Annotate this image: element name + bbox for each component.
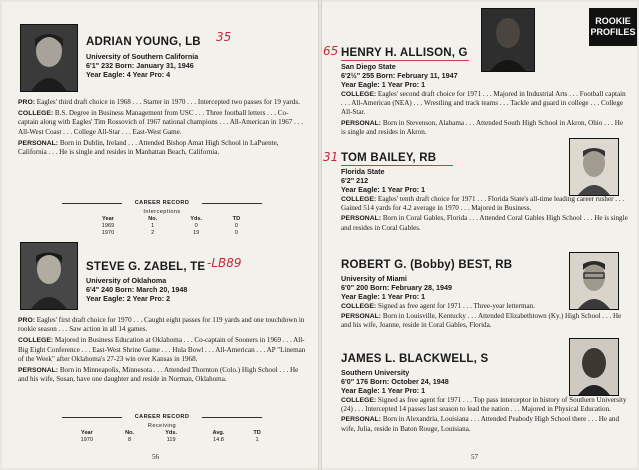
- player-photo-tom-bailey: [569, 138, 619, 196]
- col-header: TD: [253, 430, 261, 436]
- col-header: Yds.: [190, 216, 203, 222]
- page-number: 56: [152, 453, 159, 461]
- table-cell: 0: [234, 230, 238, 236]
- handwritten-number: 35: [216, 30, 232, 44]
- player-photo-adrian-young: [20, 24, 78, 92]
- college-text: Eagles' tenth draft choice for 1971 . . . Florida State's all-time leading career rusher . . . Gained 514 yards for 4.2 average in 1970 . . . Majored in Business.: [341, 195, 625, 213]
- table-header-row: [82, 216, 252, 223]
- player-years: Year Eagle: 1 Year Pro: 1: [341, 292, 426, 301]
- personal-text: Born in Louisville, Kentucky . . . Attended Elizabethtown (Ky.) High School . . . He and his wife, Joanne, reside in Coral Gables, Florida.: [341, 312, 622, 330]
- handwritten-number: 65: [323, 44, 339, 58]
- handwritten-number: -LB89: [207, 256, 242, 270]
- player-years: Year Eagle: 1 Year Pro: 1: [341, 80, 426, 89]
- page-number: 57: [471, 453, 478, 461]
- player-years: Year Eagle: 1 Year Pro: 1: [341, 386, 426, 395]
- player-photo-henry-allison: [481, 8, 535, 72]
- table-cell: 1: [255, 437, 259, 443]
- player-vitals: 6'0" 176 Born: October 24, 1948: [341, 377, 449, 386]
- college-label: COLLEGE:: [341, 397, 377, 404]
- college-text: Majored in Business Education at Oklahoma . . . Co-captain of Sooners in 1969 . . . All-Big Eight Conference . . . East-West Shrine Game . . . Hula Bowl . . . All-American . . . AP "Lineman of the Week" after Oklahoma's 27-23 win over Kansas in 1968.: [18, 336, 306, 363]
- table-cell: 1: [151, 223, 155, 229]
- book-gutter: [318, 0, 322, 470]
- player-years: Year Eagle: 1 Year Pro: 1: [341, 185, 426, 194]
- college-paragraph: [341, 396, 629, 414]
- player-college: Florida State: [341, 167, 385, 176]
- college-text: Signed as free agent for 1971 . . . Three-year letterman.: [377, 302, 535, 310]
- player-college: San Diego State: [341, 62, 396, 71]
- personal-label: PERSONAL:: [341, 215, 382, 223]
- career-record-title: CAREER RECORD: [122, 414, 202, 420]
- player-name: ADRIAN YOUNG, LB: [86, 36, 201, 48]
- table-cell: 1970: [80, 437, 94, 443]
- personal-paragraph: [341, 119, 629, 137]
- personal-label: PERSONAL:: [18, 139, 59, 147]
- personal-paragraph: [341, 214, 629, 232]
- career-record-table: [82, 216, 252, 237]
- personal-text: Born in Dublin, Ireland . . . Attended Bishop Amat High School in LaPuente, California . . . He is single and resides in Manhattan Beach, California.: [18, 138, 279, 157]
- personal-label: PERSONAL:: [18, 367, 59, 375]
- personal-text: Born in Alexandria, Louisiana . . . Attended Peabody High School there . . . He and wife, Julia, reside in Baton Rouge, Louisiana.: [341, 415, 620, 433]
- career-record-table: [62, 430, 272, 444]
- personal-text: Born in Coral Gables, Florida . . . Attended Coral Gables High School . . . He is single and resides in Coral Gables.: [341, 214, 628, 232]
- pro-paragraph: [18, 98, 308, 107]
- college-paragraph: [18, 109, 308, 137]
- table-cell: 1970: [101, 230, 115, 236]
- college-paragraph: [341, 195, 629, 213]
- college-text: Eagles' second draft choice for 1971 . . . Majored in Industrial Arts . . . Football captain . . . All-American (NEA) . . . Wrestling and track teams . . . Tackle and guard in college . . . College All-Star.: [341, 90, 626, 117]
- player-college: University of Oklahoma: [86, 276, 167, 285]
- player-vitals: 6'2½" 255 Born: February 11, 1947: [341, 71, 458, 80]
- college-paragraph: [341, 90, 629, 118]
- player-bio: [341, 195, 629, 233]
- table-cell: 2: [151, 230, 155, 236]
- handwritten-underline: [341, 60, 469, 61]
- college-label: COLLEGE:: [341, 303, 377, 310]
- player-college: University of Miami: [341, 274, 407, 283]
- player-college: University of Southern California: [86, 52, 199, 61]
- table-cell: 14.8: [213, 437, 224, 443]
- college-label: COLLEGE:: [18, 110, 54, 118]
- player-name: STEVE G. ZABEL, TE: [86, 261, 206, 273]
- table-row: [82, 230, 252, 237]
- player-name: ROBERT G. (Bobby) BEST, RB: [341, 259, 513, 271]
- personal-text: Born in Minneapolis, Minnesota . . . Attended Thornton (Colo.) High School . . . He and his wife, Susan, have one daughter and reside in Norman, Oklahoma.: [18, 366, 299, 384]
- table-row: [82, 223, 252, 230]
- player-bio: [18, 98, 308, 157]
- left-page: [2, 2, 320, 468]
- personal-paragraph: [18, 366, 308, 384]
- table-row: [62, 437, 272, 444]
- col-header: TD: [232, 216, 241, 222]
- college-label: COLLEGE:: [18, 337, 54, 345]
- personal-paragraph: [18, 139, 308, 157]
- player-years: Year Eagle: 4 Year Pro: 4: [86, 70, 171, 79]
- player-vitals: 6'2" 212: [341, 176, 369, 185]
- rookie-profiles-banner: [589, 8, 637, 46]
- player-bio: [341, 396, 629, 434]
- player-vitals: 6'1" 232 Born: January 31, 1946: [86, 61, 194, 70]
- player-bio: [18, 316, 308, 384]
- player-vitals: 6'4" 240 Born: March 20, 1948: [86, 285, 188, 294]
- pro-text: Eagles' third draft choice in 1968 . . . Starter in 1970 . . . Intercepted two passes for 19 yards.: [36, 98, 300, 106]
- player-bio: [341, 90, 629, 137]
- table-cell: 19: [193, 230, 200, 236]
- career-record-title: CAREER RECORD: [122, 200, 202, 206]
- personal-label: PERSONAL:: [341, 416, 382, 424]
- personal-paragraph: [341, 415, 629, 433]
- right-page: [321, 2, 637, 468]
- pro-label: PRO:: [18, 99, 35, 106]
- portrait-icon: [570, 339, 618, 395]
- player-name: TOM BAILEY, RB: [341, 152, 437, 164]
- player-college: Southern University: [341, 368, 410, 377]
- col-header: Avg.: [212, 430, 225, 436]
- col-header: No.: [125, 430, 135, 436]
- table-cell: 0: [194, 223, 198, 229]
- college-label: COLLEGE:: [341, 196, 377, 203]
- col-header: Year: [80, 430, 93, 436]
- col-header: Year: [102, 216, 114, 222]
- personal-text: Born in Stevenson, Alabama . . . Attended South High School in Akron, Ohio . . . He is single and resides in Akron.: [341, 118, 623, 136]
- pro-label: PRO:: [18, 317, 35, 324]
- college-text: Signed as free agent for 1971 . . . Top pass interceptor in history of Southern University (24) . . . Intercepted 14 passes last season to lead the nation . . . Majored in Physical Education.: [341, 396, 627, 414]
- personal-label: PERSONAL:: [341, 313, 382, 321]
- portrait-icon: [21, 25, 77, 91]
- career-record-subtitle: Receiving: [147, 423, 177, 429]
- player-bio: [341, 302, 629, 331]
- table-cell: 8: [128, 437, 132, 443]
- pro-text: Eagles' first draft choice for 1970 . . . Caught eight passes for 119 yards and one touchdown in rookie season . . . Saw action in all 14 games.: [18, 316, 305, 334]
- portrait-icon: [21, 243, 77, 309]
- col-header: No.: [148, 216, 158, 222]
- handwritten-underline: [341, 165, 453, 166]
- player-vitals: 6'0" 200 Born: February 28, 1949: [341, 283, 452, 292]
- table-cell: 0: [234, 223, 238, 229]
- col-header: Yds.: [165, 430, 178, 436]
- portrait-icon: [570, 139, 618, 195]
- banner-line-2: PROFILES: [590, 27, 636, 37]
- college-paragraph: [341, 302, 629, 311]
- table-cell: 119: [166, 437, 176, 443]
- player-name: JAMES L. BLACKWELL, S: [341, 353, 489, 365]
- college-paragraph: [18, 336, 308, 364]
- pro-paragraph: [18, 316, 308, 334]
- handwritten-number: 31: [323, 150, 339, 164]
- player-years: Year Eagle: 2 Year Pro: 2: [86, 294, 171, 303]
- table-header-row: [62, 430, 272, 437]
- personal-label: PERSONAL:: [341, 119, 382, 127]
- portrait-icon: [570, 253, 618, 309]
- table-cell: 1969: [101, 223, 115, 229]
- banner-line-1: ROOKIE: [595, 16, 631, 26]
- college-text: B.S. Degree in Business Management from USC . . . Three football letters . . . Co-captain along with Eagles' Tim Rossovich of 1967 national champions . . . All-American in 1967 . . . All-West Coast . . . College All-Star . . . East-West Game.: [18, 109, 303, 136]
- player-photo-steve-zabel: [20, 242, 78, 310]
- career-record-subtitle: Interceptions: [143, 209, 181, 215]
- personal-paragraph: [341, 312, 629, 330]
- college-label: COLLEGE:: [341, 91, 377, 98]
- player-name: HENRY H. ALLISON, G: [341, 47, 468, 59]
- player-photo-james-blackwell: [569, 338, 619, 396]
- portrait-icon: [482, 9, 534, 71]
